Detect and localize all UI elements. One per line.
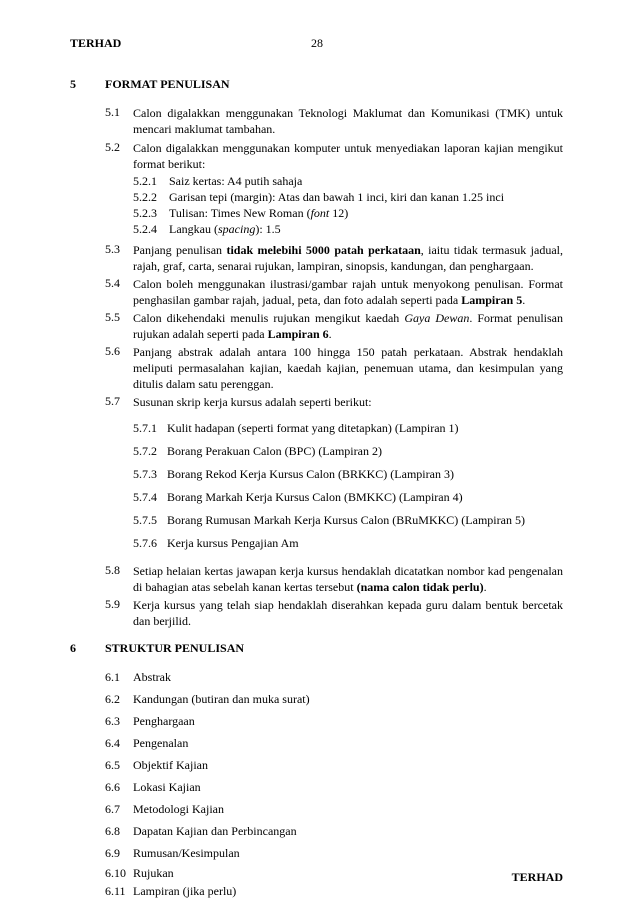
- item-number: 6.1: [105, 670, 120, 684]
- item-text: Dapatan Kajian dan Perbincangan: [133, 824, 297, 838]
- subitem-number: 5.7.5: [133, 513, 157, 527]
- item-number: 6.5: [105, 758, 120, 772]
- item-number: 6.4: [105, 736, 120, 750]
- subitem-number: 5.7.4: [133, 490, 157, 504]
- item-number: 5.3: [105, 242, 120, 256]
- subitem-text: Garisan tepi (margin): Atas dan bawah 1 inci, kiri dan kanan 1.25 inci: [169, 190, 505, 204]
- subitem-text: Borang Rumusan Markah Kerja Kursus Calon (BRuMKKC) (Lampiran 5): [167, 513, 525, 527]
- item-text: Lampiran (jika perlu): [133, 884, 237, 898]
- item-text: Lokasi Kajian: [133, 780, 201, 794]
- subitem-number: 5.2.3: [133, 206, 157, 220]
- subitem-number: 5.7.1: [133, 421, 157, 435]
- item-number: 6.7: [105, 802, 120, 816]
- item-text: Kerja kursus yang telah siap hendaklah diserahkan kepada guru dalam bentuk bercetak dan berjilid.: [133, 598, 563, 628]
- subitem-text: Tulisan: Times New Roman (font 12): [169, 206, 349, 220]
- subitem-text: Kerja kursus Pengajian Am: [167, 536, 299, 550]
- page-number: 28: [311, 36, 323, 50]
- subitem-number: 5.7.3: [133, 467, 157, 481]
- header-classification: TERHAD: [70, 36, 122, 50]
- subitem-number: 5.7.6: [133, 536, 157, 550]
- subitem-text: Borang Rekod Kerja Kursus Calon (BRKKC) (Lampiran 3): [167, 467, 454, 481]
- item-number: 6.9: [105, 846, 120, 860]
- item-number: 6.2: [105, 692, 120, 706]
- item-text: Calon dikehendaki menulis rujukan mengikut kaedah Gaya Dewan. Format penulisan rujukan adalah seperti pada Lampiran 6.: [133, 311, 563, 341]
- item-number: 5.1: [105, 105, 120, 119]
- subitem-text: Kulit hadapan (seperti format yang ditetapkan) (Lampiran 1): [167, 421, 459, 435]
- item-number: 5.7: [105, 394, 120, 408]
- item-number: 6.6: [105, 780, 120, 794]
- subitem-text: Borang Perakuan Calon (BPC) (Lampiran 2): [167, 444, 382, 458]
- item-number: 6.8: [105, 824, 120, 838]
- subitem-text: Saiz kertas: A4 putih sahaja: [169, 174, 303, 188]
- subitem-number: 5.2.4: [133, 222, 157, 236]
- item-number: 5.8: [105, 563, 120, 577]
- item-number: 6.10: [105, 866, 126, 880]
- section-6-title: STRUKTUR PENULISAN: [105, 641, 245, 655]
- section-5-number: 5: [70, 77, 76, 91]
- item-number: 5.2: [105, 140, 120, 154]
- item-number: 5.4: [105, 276, 120, 290]
- item-number: 5.5: [105, 310, 120, 324]
- subitem-text: Langkau (spacing): 1.5: [169, 222, 281, 236]
- footer-classification: TERHAD: [511, 870, 563, 884]
- item-text: Susunan skrip kerja kursus adalah seperti berikut:: [133, 395, 372, 409]
- subitem-number: 5.7.2: [133, 444, 157, 458]
- item-number: 5.9: [105, 597, 120, 611]
- item-text: Pengenalan: [133, 736, 189, 750]
- item-text: Panjang penulisan tidak melebihi 5000 patah perkataan, iaitu tidak termasuk jadual, rajah, graf, carta, senarai rujukan, lampiran, sinopsis, kandungan, dan penghargaan.: [133, 243, 563, 273]
- item-text: Calon digalakkan menggunakan Teknologi Maklumat dan Komunikasi (TMK) untuk mencari maklumat tambahan.: [133, 106, 563, 136]
- item-text: Calon boleh menggunakan ilustrasi/gambar rajah untuk menyokong penulisan. Format penghasilan gambar rajah, jadual, peta, dan foto adalah seperti pada Lampiran 5.: [133, 277, 563, 307]
- item-text: Calon digalakkan menggunakan komputer untuk menyediakan laporan kajian mengikut format berikut:: [133, 141, 563, 171]
- item-text: Metodologi Kajian: [133, 802, 224, 816]
- item-text: Penghargaan: [133, 714, 195, 728]
- item-text: Objektif Kajian: [133, 758, 208, 772]
- subitem-number: 5.2.2: [133, 190, 157, 204]
- item-number: 6.11: [105, 884, 126, 898]
- item-number: 5.6: [105, 344, 120, 358]
- item-text: Panjang abstrak adalah antara 100 hingga 150 patah perkataan. Abstrak hendaklah meliputi permasalahan kajian, kaedah kajian, penemuan utama, dan kesimpulan yang ditulis dalam satu perenggan.: [133, 345, 563, 391]
- item-text: Abstrak: [133, 670, 171, 684]
- subitem-text: Borang Markah Kerja Kursus Calon (BMKKC) (Lampiran 4): [167, 490, 463, 504]
- subitem-number: 5.2.1: [133, 174, 157, 188]
- item-text: Rujukan: [133, 866, 174, 880]
- section-5-title: FORMAT PENULISAN: [105, 77, 230, 91]
- item-number: 6.3: [105, 714, 120, 728]
- item-text: Kandungan (butiran dan muka surat): [133, 692, 310, 706]
- item-text: Setiap helaian kertas jawapan kerja kursus hendaklah dicatatkan nombor kad pengenalan di bahagian atas sebelah kanan kertas tersebut (nama calon tidak perlu).: [133, 564, 563, 594]
- section-6-number: 6: [70, 641, 76, 655]
- item-text: Rumusan/Kesimpulan: [133, 846, 240, 860]
